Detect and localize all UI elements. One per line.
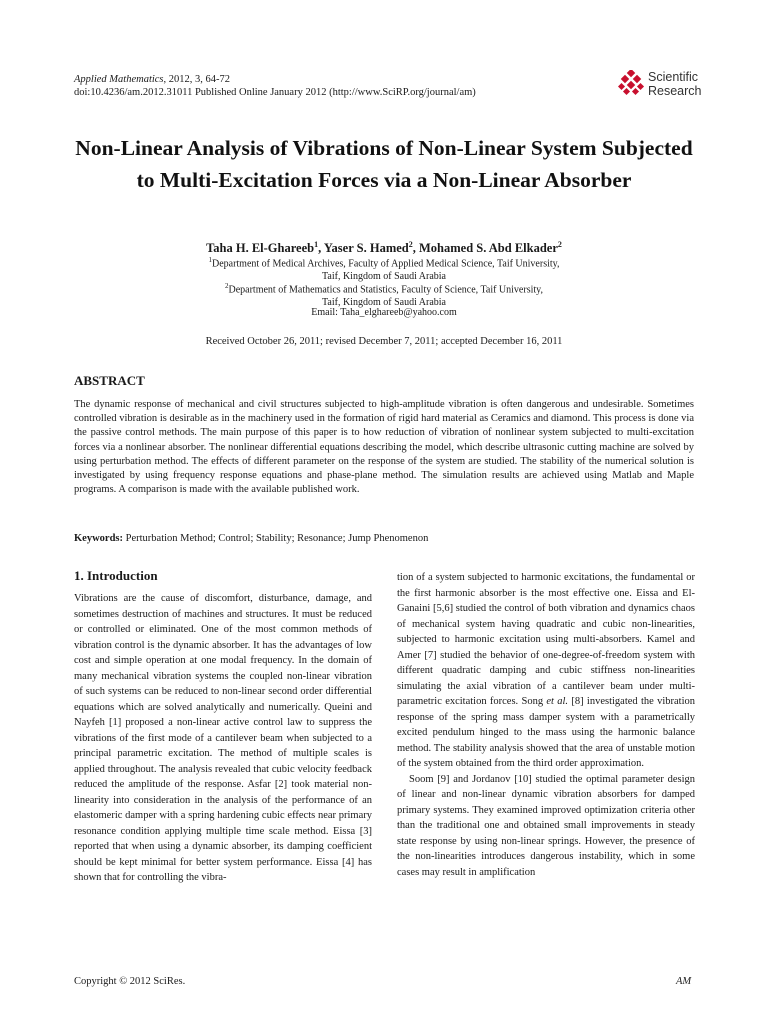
keywords-label: Keywords:: [74, 533, 123, 544]
intro-right-text-a: tion of a system subjected to harmonic excitations, the fundamental or the first harmonic absorber is the most effective one. Eissa and El-Ganaini [5,6] studied the control of both vibration and dynamics chaos of mechanical system having quadratic and cubic non-linearities, subjected to harmonic excitation using multi-absorbers. Kamel and Amer [7] studied the behavior of one-degree-of-freedom system with different quadratic damping and cubic stiffness non-linearities simulating the axial vibration of a cantilever beam under multi-parametric excitation forces. Song: [397, 572, 695, 707]
journal-name: Applied Mathematics: [74, 74, 164, 85]
author-2-affil: 2: [408, 240, 413, 249]
section-heading-introduction: 1. Introduction: [74, 568, 158, 583]
publisher-logo: [618, 68, 718, 102]
affiliation-1: [90, 254, 678, 283]
abstract-heading: ABSTRACT: [74, 373, 145, 388]
affiliation-2: [90, 280, 678, 309]
intro-column-right: [397, 570, 695, 880]
logo-line-research: Research: [648, 84, 702, 98]
intro-right-text-b: [8] investigated the vibration response of the spring mass damper system with a parametrically excited pendulum hinged to the mass using the harmonic balance method. The stability analysis showed that the area of unstable motion of the system obtained from the third order approximation.: [397, 696, 696, 769]
journal-citation: [74, 73, 230, 87]
et-al: et al.: [546, 696, 569, 707]
affiliation-2-sup: 2: [225, 282, 229, 290]
doi-line[interactable]: doi:10.4236/am.2012.31011 Published Online January 2012 (http://www.SciRP.org/journal/am): [74, 87, 476, 98]
keywords: [74, 532, 694, 546]
received-dates: Received October 26, 2011; revised December 7, 2011; accepted December 16, 2011: [205, 336, 563, 347]
journal-abbrev: AM: [676, 976, 692, 987]
affiliation-1-sup: 1: [208, 256, 212, 264]
affiliation-2-line2: Taif, Kingdom of Saudi Arabia: [322, 297, 446, 309]
keywords-list: Perturbation Method; Control; Stability; Resonance; Jump Phenomenon: [123, 533, 429, 544]
author-1-affil: 1: [314, 240, 319, 249]
intro-column-left: Vibrations are the cause of discomfort, disturbance, damage, and sometimes destruction of machines and structures. It must be reduced or controlled or eliminated. One of the most common methods of vibration control is the dynamic absorber. It has the advantages of low cost and simple operation at one modal frequency. In the domain of many mechanical vibration systems the coupled non-linear vibration of such systems can be reduced to non-linear second order differential equations which are solved analytically and numerically. Queini and Nayfeh [1] proposed a non-linear active control law to suppress the vibrations of the first mode of a cantilever beam when subjected to a principal parametric excitation. The method of multiple scales is applied throughout. The analysis revealed that cubic velocity feedback reduced the amplitude of the response. Asfar [2] took material non-linearity into consideration in the analysis of the performance of an elastomeric damper with a spring hardening cubic effects near primary resonance condition applying multiple time scale method. Eissa [3] reported that when using a dynamic absorber, its damping coefficient should be kept minimal for better system performance. Eissa [4] has shown that for controlling the vibra-: [74, 593, 372, 883]
author-email[interactable]: Email: Taha_elghareeb@yahoo.com: [311, 307, 457, 318]
abstract-text: The dynamic response of mechanical and civil structures subjected to high-amplitude vibration is often dangerous and undesirable. Sometimes controlled vibration is desirable as in the machinery used in the formation of rigid hard material as Ceramics and diamond. This process is done via the passive control methods. The main purpose of this paper is to how reduction of vibration of nonlinear system subjected to multi-excitation forces via a nonlinear absorber. The nonlinear differential equations describing the model, which describe ultrasonic cutting machine are solved by using perturbation method. The effects of different parameter on the response of the system are studied. The stability of the numerical solution is investigated by using frequency response equations and phase-plane method. The simulation results are achieved using Matlab and Maple programs. A comparison is made with the available published work.: [74, 399, 694, 496]
paper-title: Non-Linear Analysis of Vibrations of Non-Linear System Subjected to Multi-Excitation Forces via a Non-Linear Absorber: [75, 136, 693, 192]
affiliation-1-line1: Department of Medical Archives, Faculty of Applied Medical Science, Taif University,: [211, 258, 560, 270]
logo-text: [648, 70, 702, 98]
author-3-affil: 2: [557, 240, 562, 249]
affiliation-1-line2: Taif, Kingdom of Saudi Arabia: [322, 271, 446, 283]
author-3: , Mohamed S. Abd Elkader: [412, 241, 558, 256]
intro-right-paragraph-2: Soom [9] and Jordanov [10] studied the optimal parameter design of linear and non-linear dynamic vibration absorbers for damped primary systems. They examined improved optimization criteria other than the traditional one and obtained small improvements in steady state response by using non-linear springs. However, the presence of the non-linearities introduces dangerous instability, which in some cases may result in amplification: [397, 773, 695, 878]
author-2: , Yaser S. Hamed: [318, 241, 409, 256]
affiliation-2-line1: Department of Mathematics and Statistics, Faculty of Science, Taif University,: [228, 284, 543, 296]
author-1: Taha H. El-Ghareeb: [206, 241, 315, 256]
copyright-notice: Copyright © 2012 SciRes.: [74, 976, 186, 987]
logo-line-scientific: Scientific: [648, 70, 699, 84]
scirp-logo-icon: [618, 70, 646, 100]
intro-right-paragraph-1: [397, 570, 695, 772]
journal-volume: , 2012, 3, 64-72: [163, 74, 231, 85]
